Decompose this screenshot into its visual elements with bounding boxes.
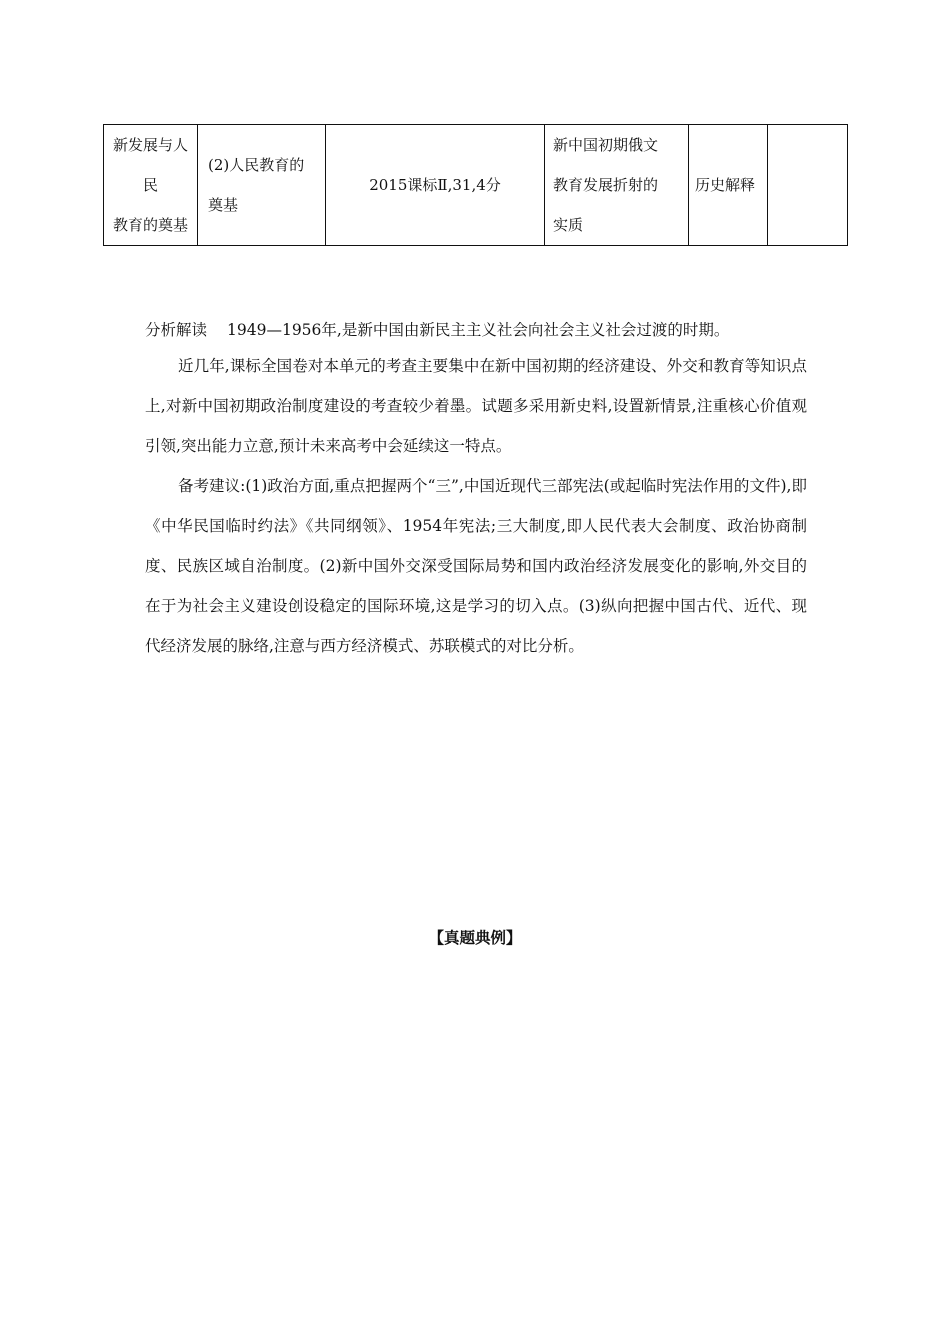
exam-point-line: 教育发展折射的 bbox=[553, 176, 659, 194]
exam-source-cell: 2015课标Ⅱ,31,4分 bbox=[326, 125, 545, 246]
trend-paragraph: 近几年,课标全国卷对本单元的考查主要集中在新中国初期的经济建设、外交和教育等知识点上,对新中国初期政治制度建设的考查较少着墨。试题多采用新史料,设置新情景,注重核心价值观引领,突出能力立意,预计未来高考中会延续这一特点。 bbox=[145, 357, 807, 455]
empty-cell bbox=[768, 125, 848, 246]
exam-point-line: 新中国初期俄文 bbox=[553, 136, 659, 154]
analysis-label: 分析解读 bbox=[145, 321, 208, 339]
syllabus-table bbox=[103, 124, 848, 246]
topic-line: 民 bbox=[142, 176, 158, 194]
section-heading: 【真题典例】 bbox=[428, 928, 522, 947]
exam-point-line: 实质 bbox=[553, 216, 584, 234]
subtopic-line: 奠基 bbox=[208, 196, 239, 214]
competency-cell: 历史解释 bbox=[689, 125, 768, 246]
analysis-text: 1949—1956年,是新中国由新民主主义社会向社会主义社会过渡的时期。 bbox=[227, 321, 730, 339]
exam-point-cell bbox=[545, 125, 689, 246]
topic-line: 教育的奠基 bbox=[112, 216, 188, 234]
topic-cell bbox=[104, 125, 198, 246]
subtopic-cell bbox=[198, 125, 326, 246]
subtopic-line: (2)人民教育的 bbox=[208, 156, 305, 174]
analysis-paragraph bbox=[145, 310, 807, 350]
topic-line: 新发展与人 bbox=[112, 136, 188, 154]
advice-paragraph: 备考建议:(1)政治方面,重点把握两个“三”,中国近现代三部宪法(或起临时宪法作用的文件),即《中华民国临时约法》《共同纲领》、1954年宪法;三大制度,即人民代表大会制度、政治协商制度、民族区域自治制度。(2)新中国外交深受国际局势和国内政治经济发展变化的影响,外交目的在于为社会主义建设创设稳定的国际环境,这是学习的切入点。(3)纵向把握中国古代、近代、现代经济发展的脉络,注意与西方经济模式、苏联模式的对比分析。 bbox=[145, 477, 807, 655]
table-row bbox=[104, 125, 848, 246]
